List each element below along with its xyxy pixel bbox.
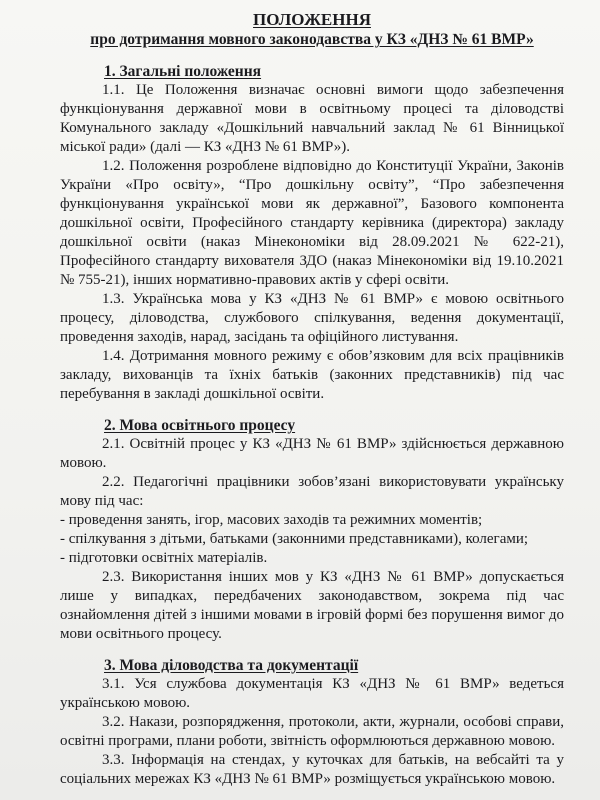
paragraph: 1.3. Українська мова у КЗ «ДНЗ № 61 ВМР» є мовою освітнього процесу, діловодства, службового спілкування, ведення документації, проведення заходів, нарад, засідань та офіційного листування. <box>60 291 564 345</box>
section-education-language <box>60 416 564 644</box>
section-heading: 1. Загальні положення <box>104 63 262 80</box>
paragraph: 1.1. Це Положення визначає основні вимоги щодо забезпечення функціонування державної мови в освітньому процесі та діловодстві Комунального закладу «Дошкільний навчальний заклад № 61 Вінницької міської ради» (далі — КЗ «ДНЗ № 61 ВМР»). <box>60 82 564 155</box>
section-heading: 2. Мова освітнього процесу <box>104 417 296 434</box>
section-heading: 3. Мова діловодства та документації <box>104 657 359 674</box>
list-item: - спілкування з дітьми, батьками (законними представниками), колегами; <box>60 531 529 547</box>
paragraph: 1.4. Дотримання мовного режиму є обов’язковим для всіх працівників закладу, вихованців та їхніх батьків (законних представників) під час перебування в закладі дошкільної освіти. <box>60 348 564 402</box>
section-records-language <box>60 656 564 789</box>
paragraph: 3.2. Накази, розпорядження, протоколи, акти, журнали, особові справи, освітні програми, плани роботи, звітність оформлюються державною мовою. <box>60 714 564 749</box>
paragraph: 2.1. Освітній процес у КЗ «ДНЗ № 61 ВМР» здійснюється державною мовою. <box>60 436 564 471</box>
document-title: ПОЛОЖЕННЯ <box>253 10 371 29</box>
paragraph: 1.2. Положення розроблене відповідно до Конституції України, Законів України «Про освіту», “Про дошкільну освіту”, “Про забезпечення функціонування української мови як державної”, Базового компонента дошкільної освіти, Професійного стандарту керівника (директора) закладу дошкільної освіти (наказ Мінекономіки від 28.09.2021 № 622-21), Професійного стандарту вихователя ЗДО (наказ Мінекономіки від 19.10.2021 № 755-21), інших нормативно-правових актів у сфері освіти. <box>60 158 564 288</box>
document-subtitle: про дотримання мовного законодавства у КЗ «ДНЗ № 61 ВМР» <box>90 31 534 48</box>
list-item: - підготовки освітніх матеріалів. <box>60 550 268 566</box>
paragraph: 2.3. Використання інших мов у КЗ «ДНЗ № 61 ВМР» допускається лише у випадках, передбачених законодавством, зокрема під час ознайомлення дітей з іншими мовами в ігровій формі без порушення вимог до мови освітнього процесу. <box>60 569 564 642</box>
list-item: - проведення занять, ігор, масових заходів та режимних моментів; <box>60 512 483 528</box>
paragraph: 3.1. Уся службова документація КЗ «ДНЗ № 61 ВМР» ведеться українською мовою. <box>60 676 564 711</box>
paragraph: 3.3. Інформація на стендах, у куточках для батьків, на вебсайті та у соціальних мережах КЗ «ДНЗ № 61 ВМР» розміщується українською мовою. <box>60 752 564 787</box>
paragraph: 2.2. Педагогічні працівники зобов’язані використовувати українську мову під час: <box>60 474 564 509</box>
section-general <box>60 62 564 404</box>
